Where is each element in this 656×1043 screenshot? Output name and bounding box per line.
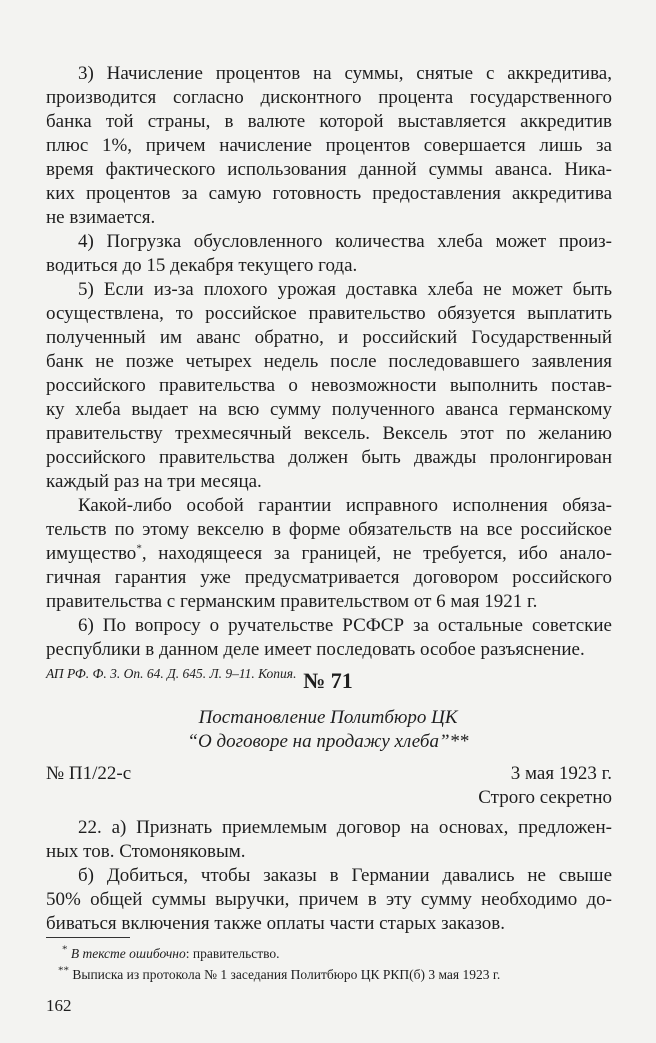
paragraph [46, 230, 612, 278]
text-line: 4) Погрузка обусловленного количества хлеба может произ- [78, 231, 612, 252]
text-line: 6) По вопросу о ручательстве РСФСР за остальные советские [78, 615, 612, 636]
paragraph [46, 816, 612, 864]
text-line: 5) Если из-за плохого урожая доставка хлеба не может быть [78, 279, 612, 300]
text-line: производится согласно дисконтного процента государственного [46, 87, 612, 108]
text-line: водиться до 15 декабря текущего года. [46, 255, 358, 276]
classification-label: Строго секретно [478, 787, 612, 808]
text-line: ных тов. Стомоняковым. [46, 841, 246, 862]
protocol-number: № П1/22-с [46, 763, 132, 784]
text-line: правительству трехмесячный вексель. Вексель этот по желанию [46, 423, 612, 444]
paragraph [46, 864, 612, 936]
text-line: 3) Начисление процентов на суммы, снятые с аккредитива, [78, 63, 612, 84]
text-line: б) Добиться, чтобы заказы в Германии давались не свыше [78, 865, 612, 886]
text-line: российского правительства должен быть дважды пролонгирован [46, 447, 612, 468]
text-line: время фактического использования данной суммы аванса. Ника- [46, 159, 612, 180]
paragraph [46, 614, 612, 662]
page-number: 162 [46, 996, 72, 1015]
text-line: республики в данном деле имеет последовать особое разъяснение. [46, 639, 585, 660]
paragraph [46, 494, 612, 614]
paragraph [46, 62, 612, 230]
main-text-top [46, 62, 612, 684]
text-line: ких процентов за самую готовность предоставления аккредитива [46, 183, 612, 204]
footnote-2: ** Выписка из протокола № 1 заседания Политбюро ЦК РКП(б) 3 мая 1923 г. [58, 964, 501, 982]
text-line: каждый раз на три месяца. [46, 471, 262, 492]
text-line: биваться включения также оплаты части старых заказов. [46, 913, 506, 934]
text-line: банк не позже четырех недель после последовавшего заявления [46, 351, 612, 372]
text-line: плюс 1%, причем начисление процентов совершается лишь за [46, 135, 612, 156]
text-line: тельств по этому векселю в форме обязательств на все российское [46, 519, 612, 540]
footnote-divider [46, 937, 130, 938]
text-line: Какой-либо особой гарантии исправного исполнения обяза- [78, 495, 612, 516]
document-date: 3 мая 1923 г. [510, 763, 612, 784]
text-line: гичная гарантия уже предусматривается договором российского [46, 567, 612, 588]
main-text-bottom [46, 816, 612, 936]
footnote-marker: * [136, 542, 142, 555]
text-line: 22. а) Признать приемлемым договор на основах, предложен- [78, 817, 612, 838]
archive-reference: АП РФ. Ф. 3. Оп. 64. Д. 645. Л. 9–11. Копия. [46, 666, 297, 681]
text-line: правительства с германским правительством от 6 мая 1921 г. [46, 591, 538, 612]
text-line: имущество*, находящееся за границей, не требуется, ибо анало- [46, 542, 612, 564]
text-line: банка той страны, в валюте которой выставляется аккредитив [46, 111, 612, 132]
paragraph [46, 278, 612, 494]
document-title-line-1: Постановление Политбюро ЦК [198, 707, 458, 728]
text-line: не взимается. [46, 207, 156, 228]
text-line: осуществлена, то российское правительство обязуется выплатить [46, 303, 612, 324]
footnote-1: * В тексте ошибочно: правительство. [62, 943, 280, 961]
text-line: 50% общей суммы выручки, причем в эту сумму необходимо до- [46, 889, 612, 910]
text-line: ку хлеба выдает на всю сумму полученного аванса германскому [46, 399, 612, 420]
text-line: полученный им аванс обратно, и российский Государственный [46, 327, 612, 348]
document-number: № 71 [303, 668, 353, 693]
document-title-line-2: “О договоре на продажу хлеба”** [187, 731, 469, 752]
text-line: российского правительства о невозможности выполнить постав- [46, 375, 612, 396]
